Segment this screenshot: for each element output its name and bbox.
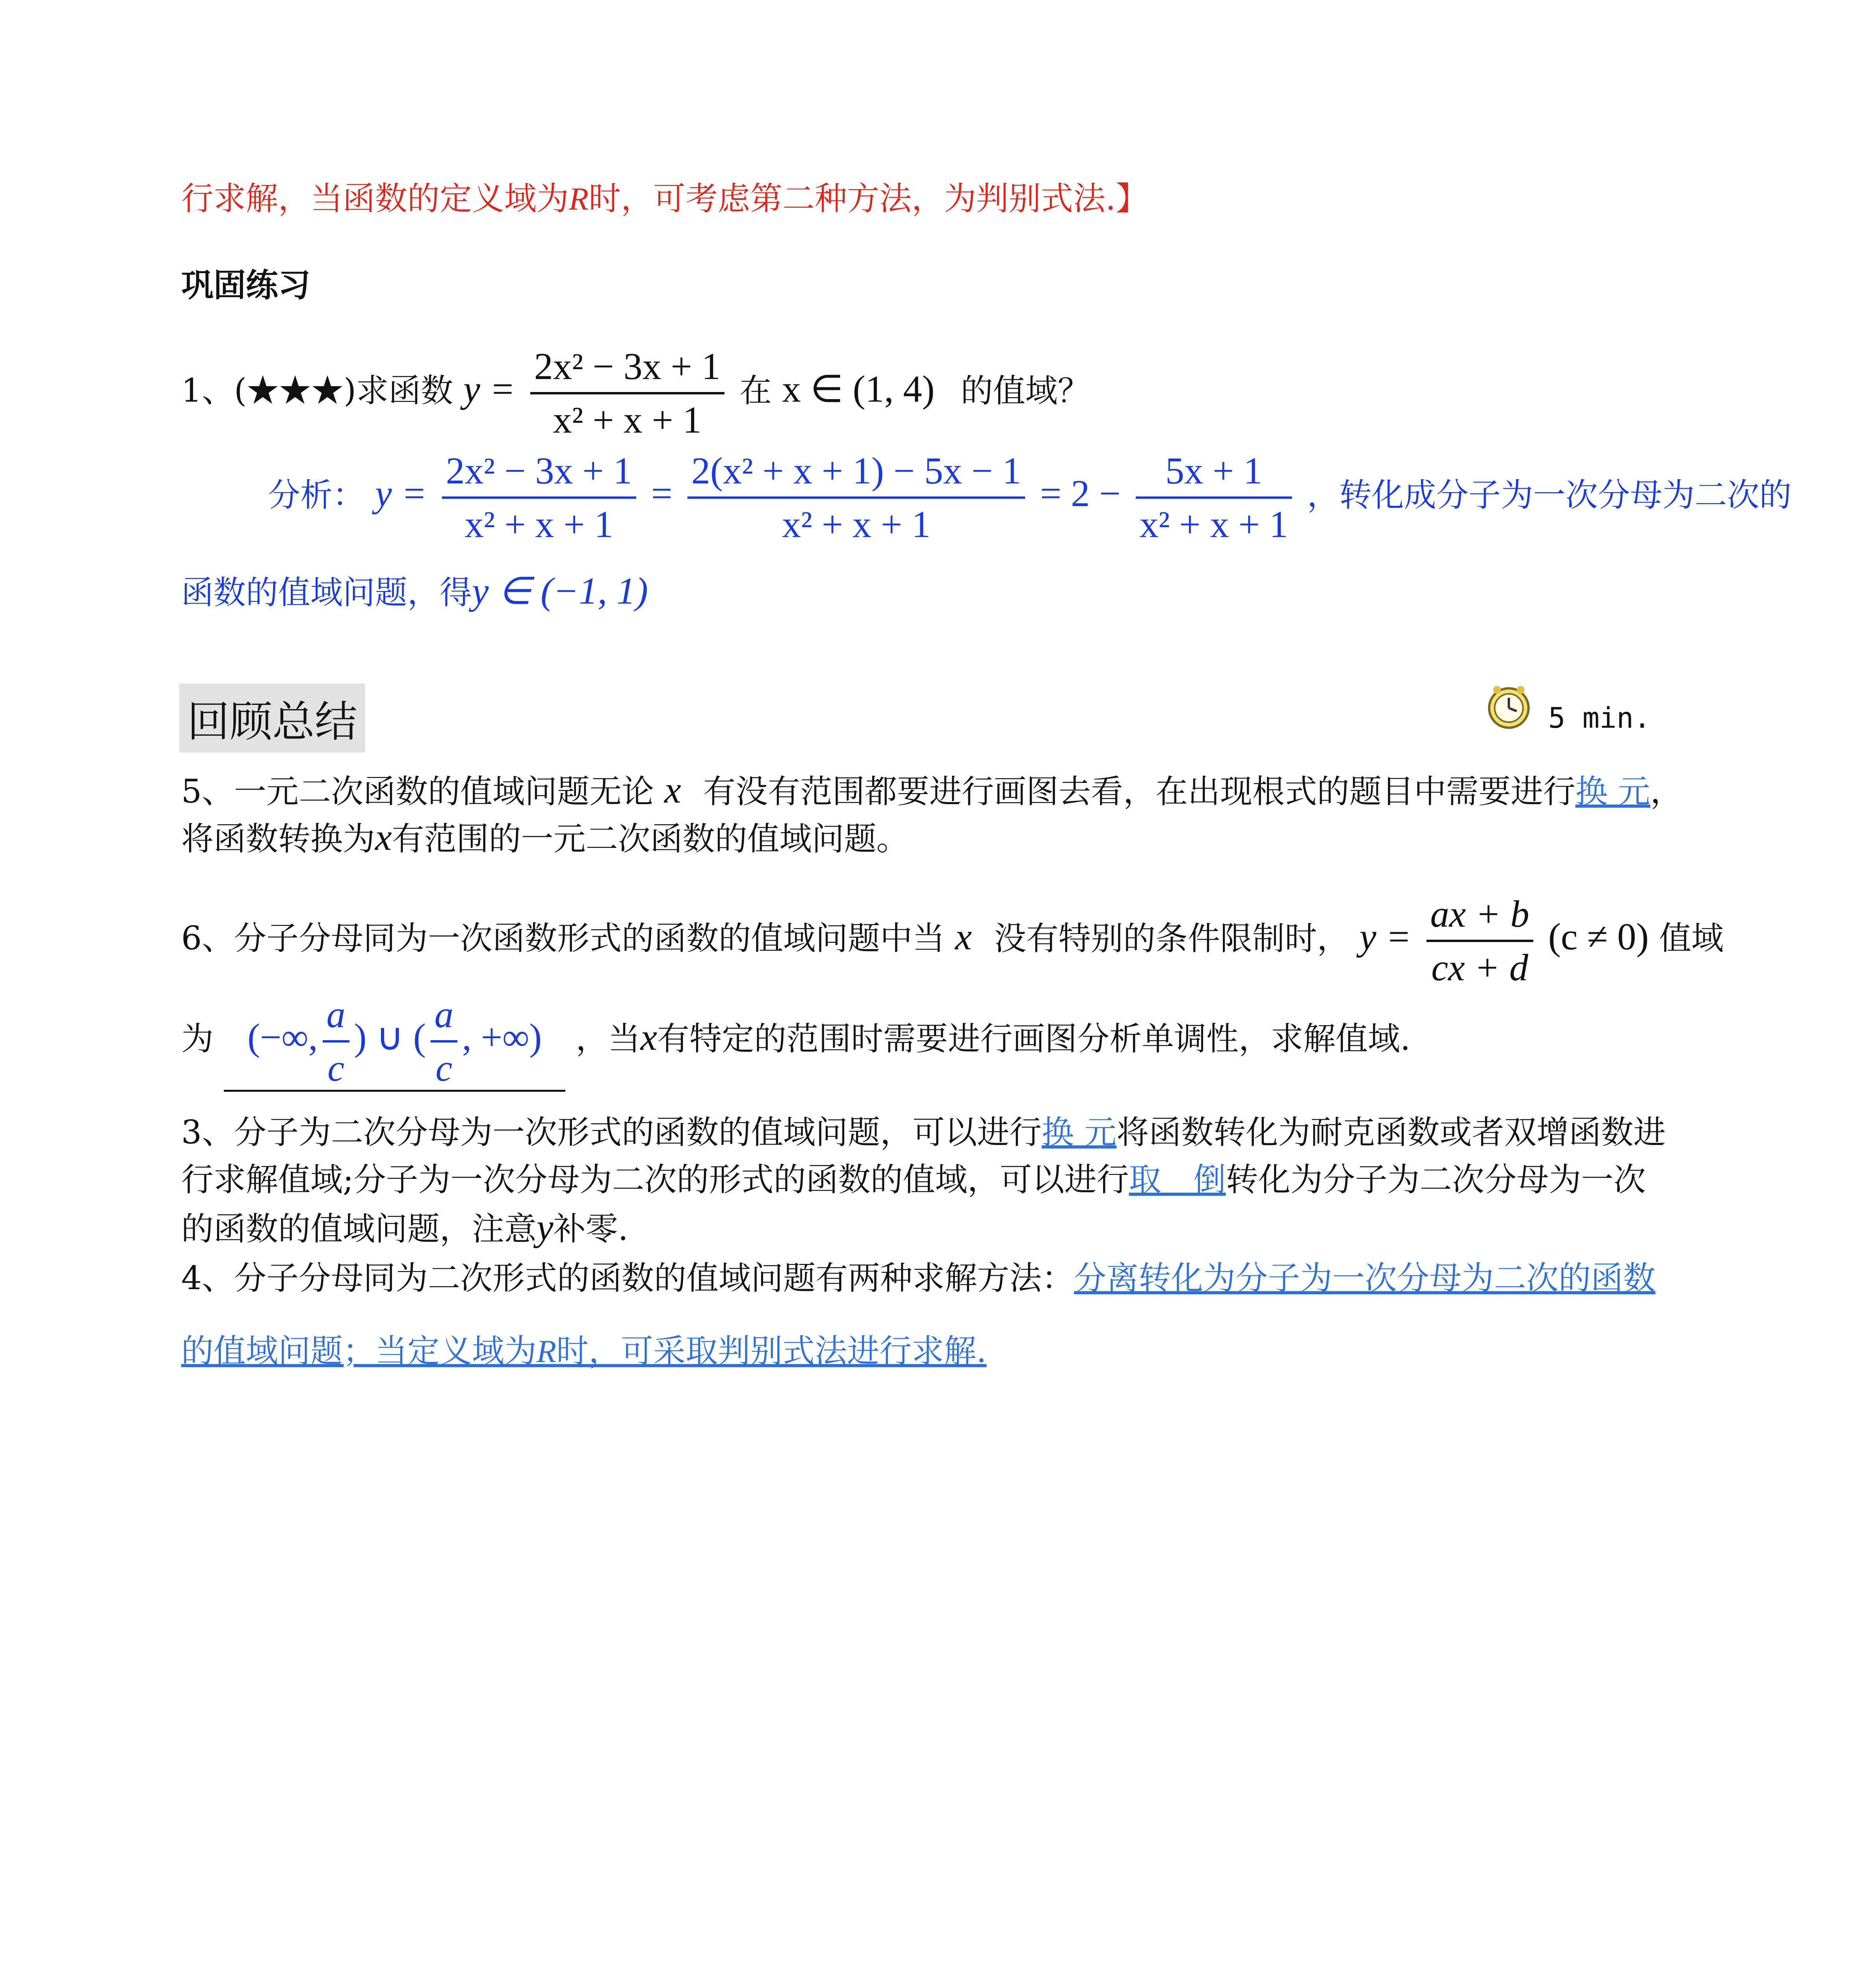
analysis-text-b: 函数的值域问题，得 bbox=[181, 574, 472, 611]
item6-var-x2: x bbox=[640, 1016, 658, 1058]
item5-text-e: 有范围的一元二次函数的值域问题。 bbox=[392, 820, 909, 858]
item5-var-x: x bbox=[664, 769, 681, 811]
item6-text-b: 没有特别的条件限制时， bbox=[994, 920, 1349, 957]
review-item-4-line-1 bbox=[181, 1255, 1655, 1302]
analysis-f2-numerator: 2(x² + x + 1) − 5x − 1 bbox=[687, 449, 1025, 499]
item5-text-c: ， bbox=[1650, 773, 1683, 810]
q1-in-text: 在 bbox=[739, 372, 772, 410]
item4-link-b1: 的值域问题；当定义域为 bbox=[181, 1333, 537, 1370]
item3-var-y: y bbox=[537, 1206, 554, 1248]
item6-text-c: 值域 bbox=[1659, 920, 1724, 957]
item3-text-f: 补零. bbox=[553, 1210, 628, 1248]
q1-domain: x ∈ (1, 4) bbox=[782, 368, 935, 410]
intro-var-r: R bbox=[569, 181, 589, 217]
review-item-3-line-2 bbox=[181, 1156, 1646, 1204]
review-item-3-line-3 bbox=[181, 1204, 628, 1253]
practice-heading: 巩固练习 bbox=[181, 267, 311, 304]
analysis-eq2: = 2 − bbox=[1040, 472, 1121, 515]
item5-text-d: 将函数转换为 bbox=[181, 820, 375, 858]
item6-answer-end: , +∞) bbox=[462, 1016, 542, 1058]
q1-fraction bbox=[530, 345, 724, 442]
item5-link-substitution[interactable]: 换 元 bbox=[1575, 773, 1651, 810]
item3-link-reciprocal[interactable]: 取 倒 bbox=[1129, 1161, 1226, 1199]
review-item-6-line-1 bbox=[181, 892, 1724, 989]
item6-y-eq: y = bbox=[1360, 915, 1412, 958]
analysis-fraction-1 bbox=[442, 449, 636, 546]
item6-answer-frac-1 bbox=[323, 993, 349, 1090]
item6-answer-den-1: c bbox=[327, 1047, 344, 1089]
analysis-result: y ∈ (−1, 1) bbox=[472, 570, 648, 612]
item5-var-x2: x bbox=[375, 816, 392, 858]
item6-answer-frac-2 bbox=[431, 993, 457, 1090]
item6-condition: (c ≠ 0) bbox=[1548, 915, 1649, 958]
item3-text-a: 3、分子为二次分母为一次形式的函数的值域问题，可以进行 bbox=[181, 1114, 1042, 1151]
review-item-6-line-2 bbox=[181, 993, 1410, 1092]
review-item-5-line-2 bbox=[181, 814, 909, 863]
item6-numerator: ax + b bbox=[1427, 892, 1533, 942]
item4-var-r: R bbox=[537, 1333, 557, 1369]
item6-var-x: x bbox=[955, 915, 972, 958]
item6-answer-blank bbox=[224, 993, 565, 1092]
analysis-label: 分析： bbox=[268, 476, 365, 514]
clock-icon bbox=[1485, 684, 1532, 731]
question-1 bbox=[181, 345, 1090, 442]
item6-fraction bbox=[1427, 892, 1533, 989]
item3-text-c: 行求解值域;分子为一次分母为二次的形式的函数的值域，可以进行 bbox=[181, 1161, 1129, 1199]
item5-text-b: 有没有范围都要进行画图去看，在出现根式的题目中需要进行 bbox=[703, 773, 1575, 810]
intro-text-b: 时，可考虑第二种方法，为判别式法. bbox=[589, 180, 1116, 217]
review-time: 5 min. bbox=[1548, 701, 1651, 734]
analysis-f3-numerator: 5x + 1 bbox=[1136, 449, 1292, 499]
item4-link-answer-b[interactable] bbox=[181, 1333, 986, 1370]
review-item-5-line-1 bbox=[181, 766, 1683, 816]
item6-answer-mid: ) ∪ ( bbox=[354, 1016, 426, 1058]
item5-text-a: 5、一元二次函数的值域问题无论 bbox=[181, 773, 654, 810]
item6-answer-den-2: c bbox=[435, 1047, 453, 1089]
q1-prefix: 1、(★★★)求函数 bbox=[181, 372, 453, 410]
analysis-text-a: ，转化成分子为一次分母为二次的 bbox=[1307, 476, 1792, 514]
q1-denominator: x² + x + 1 bbox=[553, 399, 702, 441]
q1-y-eq: y = bbox=[463, 368, 515, 410]
q1-numerator: 2x² − 3x + 1 bbox=[530, 345, 724, 394]
item4-link-b2: 时，可采取判别式法进行求解. bbox=[556, 1333, 987, 1370]
q1-suffix: 的值域？ bbox=[960, 372, 1090, 410]
analysis-f3-denominator: x² + x + 1 bbox=[1139, 503, 1288, 545]
review-title: 回顾总结 bbox=[179, 684, 365, 753]
analysis-fraction-3 bbox=[1136, 449, 1292, 546]
analysis-line bbox=[268, 449, 1792, 546]
analysis-f1-numerator: 2x² − 3x + 1 bbox=[442, 449, 636, 499]
item4-text-a: 4、分子分母同为二次形式的函数的值域问题有两种求解方法： bbox=[181, 1260, 1074, 1297]
item6-answer-part-a: (−∞, bbox=[247, 1016, 318, 1058]
analysis-fraction-2 bbox=[687, 449, 1025, 546]
item6-denominator: cx + d bbox=[1431, 946, 1529, 989]
item6-answer-num-2: a bbox=[431, 993, 457, 1043]
analysis-eq1: = bbox=[651, 472, 672, 515]
item6-text-e: ，当 bbox=[576, 1020, 641, 1058]
item3-text-d: 转化为分子为二次分母为一次 bbox=[1226, 1161, 1646, 1199]
intro-bracket: 】 bbox=[1116, 180, 1148, 217]
item3-text-e: 的函数的值域问题，注意 bbox=[181, 1210, 537, 1248]
item3-text-b: 将函数转化为耐克函数或者双增函数进 bbox=[1116, 1114, 1666, 1151]
analysis-y-eq: y = bbox=[375, 472, 427, 515]
intro-text-a: 行求解，当函数的定义域为 bbox=[181, 180, 569, 217]
item6-text-f: 有特定的范围时需要进行画图分析单调性，求解值域. bbox=[657, 1020, 1411, 1058]
item3-link-substitution[interactable]: 换 元 bbox=[1042, 1114, 1117, 1151]
item4-link-answer-a[interactable]: 分离转化为分子为一次分母为二次的函数 bbox=[1074, 1260, 1656, 1297]
analysis-f2-denominator: x² + x + 1 bbox=[782, 503, 931, 545]
item6-text-d: 为 bbox=[181, 1020, 214, 1058]
item6-answer-num-1: a bbox=[323, 993, 349, 1043]
analysis-f1-denominator: x² + x + 1 bbox=[464, 503, 613, 545]
review-item-4-line-2 bbox=[181, 1328, 986, 1375]
intro-line bbox=[181, 175, 1148, 223]
analysis-line-2 bbox=[181, 567, 648, 617]
item6-text-a: 6、分子分母同为一次函数形式的函数的值域问题中当 bbox=[181, 920, 945, 957]
review-item-3-line-1 bbox=[181, 1109, 1666, 1156]
